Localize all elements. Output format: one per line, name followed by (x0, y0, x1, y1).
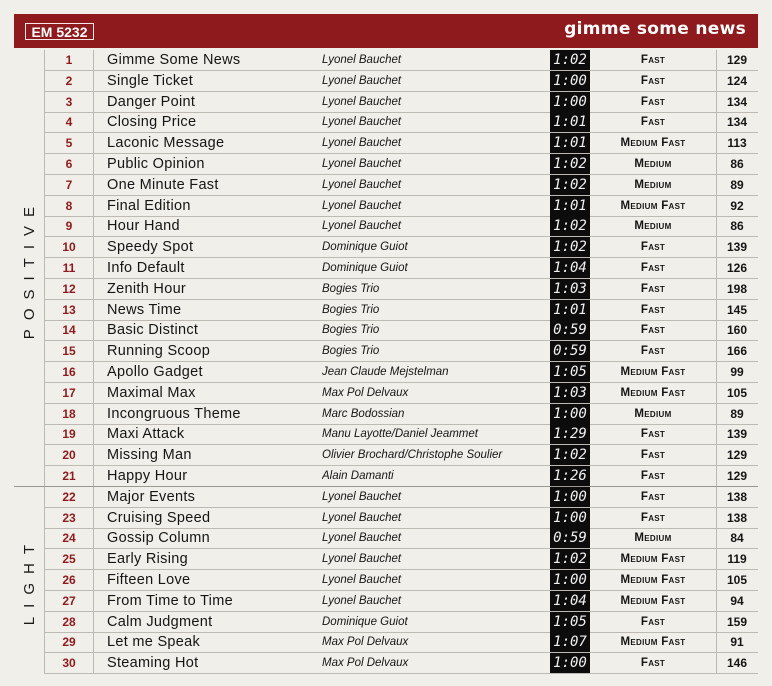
header-bar (14, 14, 758, 48)
track-number: 18 (45, 404, 94, 424)
track-number: 1 (45, 50, 94, 70)
track-tempo: Fast (640, 282, 666, 295)
track-bpm: 92 (716, 196, 757, 216)
track-composer: Lyonel Bauchet (322, 178, 402, 191)
track-bpm: 99 (716, 362, 757, 382)
track-row[interactable] (45, 612, 758, 633)
track-number: 25 (45, 549, 94, 569)
track-title: Basic Distinct (107, 322, 199, 339)
track-title: Final Edition (107, 197, 191, 214)
track-bpm: 94 (716, 591, 757, 611)
track-row[interactable] (45, 570, 758, 591)
track-bpm: 134 (716, 92, 757, 112)
track-number: 5 (45, 133, 94, 153)
track-row[interactable] (45, 445, 758, 466)
track-number: 22 (45, 487, 94, 507)
track-title: News Time (107, 301, 182, 318)
track-composer: Lyonel Bauchet (322, 158, 402, 170)
track-bpm: 105 (716, 383, 757, 403)
track-row[interactable] (45, 341, 758, 362)
track-tempo: Medium (634, 178, 672, 191)
track-duration: 1:03 (550, 279, 590, 299)
track-duration: 1:02 (550, 175, 590, 195)
track-row[interactable] (45, 591, 758, 612)
track-title: Gossip Column (107, 530, 211, 547)
track-duration: 1:00 (550, 508, 590, 528)
track-duration: 0:59 (550, 341, 590, 361)
track-title: Maximal Max (107, 384, 196, 401)
track-row[interactable] (45, 424, 758, 445)
track-composer: Bogies Trio (322, 303, 380, 316)
track-number: 14 (45, 320, 94, 340)
track-row[interactable] (45, 216, 758, 237)
track-duration: 1:02 (550, 445, 590, 465)
track-bpm: 124 (716, 71, 757, 91)
track-composer: Lyonel Bauchet (322, 220, 402, 233)
track-tempo: Fast (640, 615, 666, 628)
track-number: 15 (45, 341, 94, 361)
track-duration: 1:07 (550, 632, 590, 652)
track-duration: 0:59 (550, 320, 590, 340)
track-tempo: Fast (640, 511, 666, 524)
track-row[interactable] (45, 71, 758, 92)
track-tempo: Fast (640, 74, 666, 87)
track-tempo: Medium Fast (620, 137, 686, 150)
track-composer: Lyonel Bauchet (322, 199, 402, 212)
track-bpm: 139 (716, 237, 757, 257)
track-number: 17 (45, 383, 94, 403)
track-tempo: Fast (640, 95, 666, 108)
track-title: Let me Speak (107, 634, 201, 651)
track-title: Single Ticket (107, 72, 194, 89)
track-duration: 0:59 (550, 528, 590, 548)
track-number: 16 (45, 362, 94, 382)
track-tempo: Fast (640, 490, 666, 503)
track-row[interactable] (45, 300, 758, 321)
track-duration: 1:00 (550, 404, 590, 424)
track-composer: Bogies Trio (322, 324, 380, 337)
track-tempo: Medium (634, 220, 672, 233)
track-composer: Alain Damanti (322, 470, 394, 482)
track-bpm: 119 (716, 549, 757, 569)
track-composer: Lyonel Bauchet (322, 511, 402, 524)
album-title: gimme some news (564, 19, 746, 39)
track-row[interactable] (45, 508, 758, 529)
track-title: Closing Price (107, 114, 197, 131)
track-tempo: Fast (640, 470, 666, 482)
track-duration: 1:00 (550, 92, 590, 112)
section-label-text: POSITIVE (20, 197, 38, 339)
track-duration: 1:01 (550, 300, 590, 320)
track-number: 28 (45, 612, 94, 632)
track-title: One Minute Fast (107, 176, 219, 193)
track-composer: Lyonel Bauchet (322, 490, 402, 503)
track-duration: 1:00 (550, 487, 590, 507)
track-composer: Lyonel Bauchet (322, 95, 402, 108)
track-row[interactable] (45, 528, 758, 549)
track-duration: 1:26 (550, 466, 590, 486)
track-bpm: 113 (716, 133, 757, 153)
track-tempo: Fast (640, 345, 666, 358)
track-duration: 1:00 (550, 71, 590, 91)
track-duration: 1:04 (550, 258, 590, 278)
track-duration: 1:01 (550, 196, 590, 216)
track-duration: 1:03 (550, 383, 590, 403)
track-row[interactable] (45, 175, 758, 196)
catalog-number: EM 5232 (25, 23, 94, 40)
track-composer: Jean Claude Mejstelman (322, 366, 449, 378)
track-row[interactable] (45, 632, 758, 653)
track-duration: 1:02 (550, 549, 590, 569)
track-number: 11 (45, 258, 94, 278)
section-label-light (14, 487, 44, 674)
track-tempo: Fast (640, 303, 666, 316)
track-composer: Bogies Trio (322, 282, 380, 295)
track-tempo: Fast (640, 241, 666, 254)
track-row[interactable] (45, 50, 758, 71)
track-duration: 1:04 (550, 591, 590, 611)
track-tempo: Fast (640, 449, 666, 462)
track-title: Running Scoop (107, 343, 211, 360)
track-tempo: Fast (640, 116, 666, 129)
track-bpm: 126 (716, 258, 757, 278)
track-row[interactable] (45, 653, 758, 674)
track-bpm: 198 (716, 279, 757, 299)
track-duration: 1:02 (550, 50, 590, 70)
track-duration: 1:00 (550, 570, 590, 590)
track-bpm: 129 (716, 50, 757, 70)
track-row[interactable] (45, 258, 758, 279)
track-composer: Lyonel Bauchet (322, 137, 402, 150)
track-row[interactable] (45, 320, 758, 341)
track-number: 8 (45, 196, 94, 216)
track-title: Major Events (107, 488, 196, 505)
track-composer: Marc Bodossian (322, 407, 405, 420)
track-title: Gimme Some News (107, 52, 241, 68)
track-composer: Dominique Guiot (322, 615, 408, 628)
track-tempo: Medium Fast (620, 199, 686, 212)
track-bpm: 134 (716, 112, 757, 132)
track-number: 7 (45, 175, 94, 195)
track-number: 3 (45, 92, 94, 112)
track-row[interactable] (45, 404, 758, 425)
track-tempo: Fast (640, 324, 666, 337)
track-composer: Lyonel Bauchet (322, 574, 402, 586)
track-number: 19 (45, 424, 94, 444)
track-bpm: 138 (716, 487, 757, 507)
track-bpm: 105 (716, 570, 757, 590)
track-duration: 1:05 (550, 362, 590, 382)
track-row[interactable] (45, 487, 758, 508)
track-duration: 1:29 (550, 424, 590, 444)
section-label-positive (14, 50, 44, 487)
track-bpm: 129 (716, 466, 757, 486)
track-tempo: Fast (640, 54, 666, 66)
track-row[interactable] (45, 237, 758, 258)
track-number: 23 (45, 508, 94, 528)
track-duration: 1:02 (550, 216, 590, 236)
track-number: 24 (45, 528, 94, 548)
track-title: Cruising Speed (107, 509, 211, 526)
track-title: Maxi Attack (107, 426, 185, 443)
track-title: Danger Point (107, 93, 196, 110)
track-number: 29 (45, 632, 94, 652)
track-tempo: Medium Fast (620, 386, 686, 399)
track-row[interactable] (45, 196, 758, 217)
track-duration: 1:05 (550, 612, 590, 632)
track-number: 12 (45, 279, 94, 299)
track-bpm: 86 (716, 216, 757, 236)
track-bpm: 160 (716, 320, 757, 340)
track-title: Incongruous Theme (107, 405, 241, 422)
track-duration: 1:01 (550, 133, 590, 153)
track-title: Public Opinion (107, 156, 205, 172)
track-row[interactable] (45, 154, 758, 175)
track-title: Zenith Hour (107, 280, 187, 297)
track-row[interactable] (45, 279, 758, 300)
track-row[interactable] (45, 92, 758, 113)
section-label-text: LIGHT (20, 535, 38, 625)
track-bpm: 89 (716, 175, 757, 195)
track-tempo: Medium (634, 158, 672, 170)
track-composer: Olivier Brochard/Christophe Soulier (322, 449, 503, 462)
track-bpm: 138 (716, 508, 757, 528)
track-duration: 1:02 (550, 237, 590, 257)
track-number: 4 (45, 112, 94, 132)
track-number: 9 (45, 216, 94, 236)
track-row[interactable] (45, 362, 758, 383)
track-tempo: Fast (640, 428, 666, 441)
track-composer: Bogies Trio (322, 345, 380, 358)
track-composer: Max Pol Delvaux (322, 386, 409, 399)
track-row[interactable] (45, 466, 758, 487)
track-duration: 1:00 (550, 653, 590, 673)
track-title: Apollo Gadget (107, 364, 203, 380)
track-title: From Time to Time (107, 592, 233, 609)
track-title: Happy Hour (107, 468, 188, 484)
track-bpm: 86 (716, 154, 757, 174)
track-title: Steaming Hot (107, 655, 199, 672)
track-bpm: 91 (716, 632, 757, 652)
track-tempo: Fast (640, 262, 666, 274)
track-number: 20 (45, 445, 94, 465)
track-row[interactable] (45, 133, 758, 154)
track-composer: Lyonel Bauchet (322, 553, 402, 566)
track-title: Hour Hand (107, 218, 180, 235)
track-composer: Lyonel Bauchet (322, 594, 402, 607)
track-number: 6 (45, 154, 94, 174)
track-bpm: 159 (716, 612, 757, 632)
track-bpm: 129 (716, 445, 757, 465)
track-number: 30 (45, 653, 94, 673)
track-number: 27 (45, 591, 94, 611)
track-bpm: 139 (716, 424, 757, 444)
track-number: 2 (45, 71, 94, 91)
track-composer: Lyonel Bauchet (322, 532, 402, 545)
track-tempo: Fast (640, 657, 666, 670)
track-bpm: 166 (716, 341, 757, 361)
track-tempo: Medium (634, 407, 672, 420)
track-bpm: 89 (716, 404, 757, 424)
track-tempo: Medium Fast (620, 636, 686, 649)
track-tempo: Medium Fast (620, 366, 686, 378)
track-composer: Dominique Guiot (322, 262, 408, 274)
track-duration: 1:02 (550, 154, 590, 174)
track-composer: Lyonel Bauchet (322, 74, 402, 87)
track-bpm: 146 (716, 653, 757, 673)
track-row[interactable] (45, 383, 758, 404)
track-composer: Lyonel Bauchet (322, 116, 402, 129)
track-duration: 1:01 (550, 112, 590, 132)
track-title: Info Default (107, 260, 185, 276)
track-number: 26 (45, 570, 94, 590)
track-title: Missing Man (107, 447, 192, 464)
track-tempo: Medium Fast (620, 574, 686, 586)
track-composer: Manu Layotte/Daniel Jeammet (322, 428, 478, 441)
track-title: Early Rising (107, 551, 188, 568)
track-number: 21 (45, 466, 94, 486)
track-tempo: Medium Fast (620, 553, 686, 566)
track-title: Calm Judgment (107, 613, 213, 630)
track-title: Fifteen Love (107, 572, 191, 588)
track-number: 10 (45, 237, 94, 257)
track-bpm: 145 (716, 300, 757, 320)
track-composer: Max Pol Delvaux (322, 636, 409, 649)
track-tempo: Medium Fast (620, 594, 686, 607)
track-composer: Dominique Guiot (322, 241, 408, 254)
track-row[interactable] (45, 549, 758, 570)
track-title: Laconic Message (107, 135, 225, 152)
track-composer: Max Pol Delvaux (322, 657, 409, 670)
track-tempo: Medium (634, 532, 672, 545)
track-composer: Lyonel Bauchet (322, 54, 402, 66)
track-row[interactable] (45, 112, 758, 133)
track-title: Speedy Spot (107, 239, 194, 256)
track-bpm: 84 (716, 528, 757, 548)
track-number: 13 (45, 300, 94, 320)
